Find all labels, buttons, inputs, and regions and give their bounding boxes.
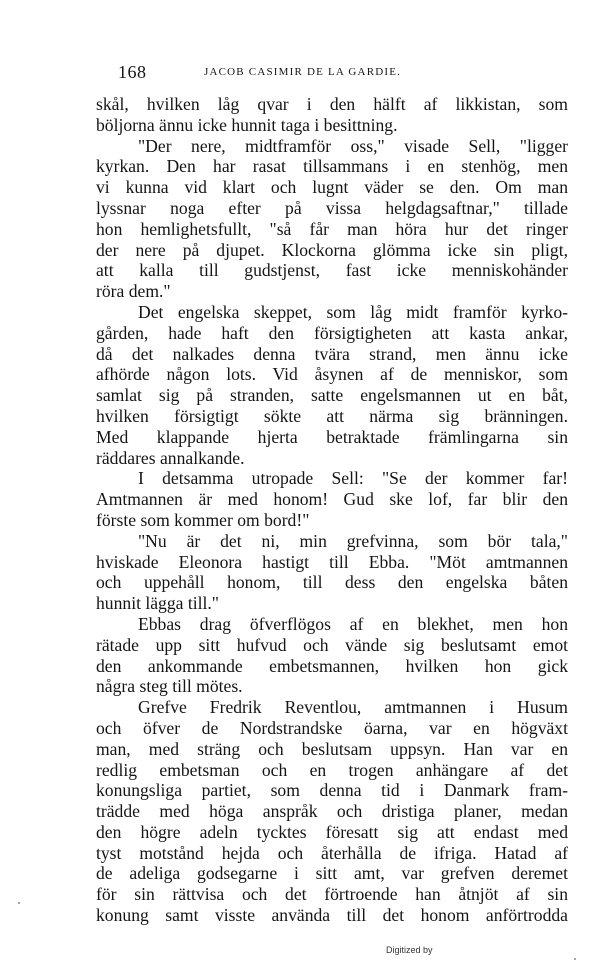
page-number: 168 xyxy=(118,62,147,82)
text-line: I detsamma utropade Sell: "Se der kommer far! xyxy=(138,468,568,489)
text-line: konung samt visste använda till det honom anförtrodda xyxy=(96,905,568,926)
text-line: skål, hvilken låg qvar i den hälft af likkistan, som xyxy=(96,94,568,114)
text-line: samlat sig på stranden, satte engelsmannen ut en båt, xyxy=(96,385,568,406)
text-line: "Nu är det ni, min grefvinna, som bör tala," xyxy=(138,530,568,551)
text-line: för sin rättvisa och det förtroende han åtnjöt af sin xyxy=(96,884,568,905)
text-line: och uppehåll honom, till dess den engelska båten xyxy=(96,572,568,593)
text-line: Det engelska skeppet, som låg midt framför kyrko- xyxy=(138,301,568,322)
text-line: tyst motstånd hejda och återhålla de ifriga. Hatad af xyxy=(96,842,568,863)
text-line: gården, hade haft den försigtigheten att kasta ankar, xyxy=(96,322,568,343)
text-line: röra dem." xyxy=(96,281,171,302)
text-line: och öfver de Nordstrandske öarna, var en högväxt xyxy=(96,717,568,738)
paper-speck xyxy=(574,958,576,960)
text-line: hunnit lägga till." xyxy=(96,593,219,614)
page-header xyxy=(118,62,478,84)
text-line: Amtmannen är med honom! Gud ske lof, far blir den xyxy=(96,489,568,510)
text-line: lyssnar noga efter på vissa helgdagsaftnar," tillade xyxy=(96,197,568,218)
text-line: Med klappande hjerta betraktade främlingarna sin xyxy=(96,426,568,447)
running-title: JACOB CASIMIR DE LA GARDIE. xyxy=(204,66,402,78)
body-text xyxy=(96,94,568,926)
text-line: "Der nere, midtframför oss," visade Sell, "ligger xyxy=(138,135,568,156)
text-line: rätade upp sitt hufvud och vände sig beslutsamt emot xyxy=(96,634,568,655)
text-line: redlig embetsman och en trogen anhängare af det xyxy=(96,759,568,780)
text-line: vi kunna vid klart och lugnt väder se den. Om man xyxy=(96,177,568,198)
text-line: den högre adeln tycktes föresatt sig att endast med xyxy=(96,821,568,842)
text-line: förste som kommer om bord!" xyxy=(96,509,310,530)
text-line: der nere på djupet. Klockorna glömma icke sin pligt, xyxy=(96,239,568,260)
text-line: trädde med höga anspråk och dristiga planer, medan xyxy=(96,801,568,822)
text-line: hon hemlighetsfullt, "så får man höra hur det ringer xyxy=(96,218,568,239)
text-line: konungsliga partiet, som denna tid i Danmark fram- xyxy=(96,780,568,801)
text-line: räddares annalkande. xyxy=(96,447,245,468)
text-line: hvilken försigtigt sökte att närma sig bränningen. xyxy=(96,405,568,426)
text-line: då det nalkades denna tvära strand, men ännu icke xyxy=(96,343,568,364)
text-line: några steg till mötes. xyxy=(96,676,243,697)
text-line: kyrkan. Den har rasat tillsammans i en stenhög, men xyxy=(96,156,568,177)
paper-speck xyxy=(18,902,20,904)
digitized-mark: Digitized by xyxy=(386,945,433,955)
text-line: de adeliga godsegarne i sitt amt, var grefven deremet xyxy=(96,863,568,884)
text-line: man, med sträng och beslutsam uppsyn. Han var en xyxy=(96,738,568,759)
text-line: böljorna ännu icke hunnit taga i besittning. xyxy=(96,114,398,135)
text-line: afhörde någon lots. Vid åsynen af de menniskor, som xyxy=(96,364,568,385)
text-line: hviskade Eleonora hastigt till Ebba. "Möt amtmannen xyxy=(96,551,568,572)
text-line: att kalla till gudstjenst, fast icke menniskohänder xyxy=(96,260,568,281)
text-line: Grefve Fredrik Reventlou, amtmannen i Husum xyxy=(138,697,568,718)
text-line: den ankommande embetsmannen, hvilken hon gick xyxy=(96,655,568,676)
text-line: Ebbas drag öfverflögos af en blekhet, men hon xyxy=(138,613,568,634)
